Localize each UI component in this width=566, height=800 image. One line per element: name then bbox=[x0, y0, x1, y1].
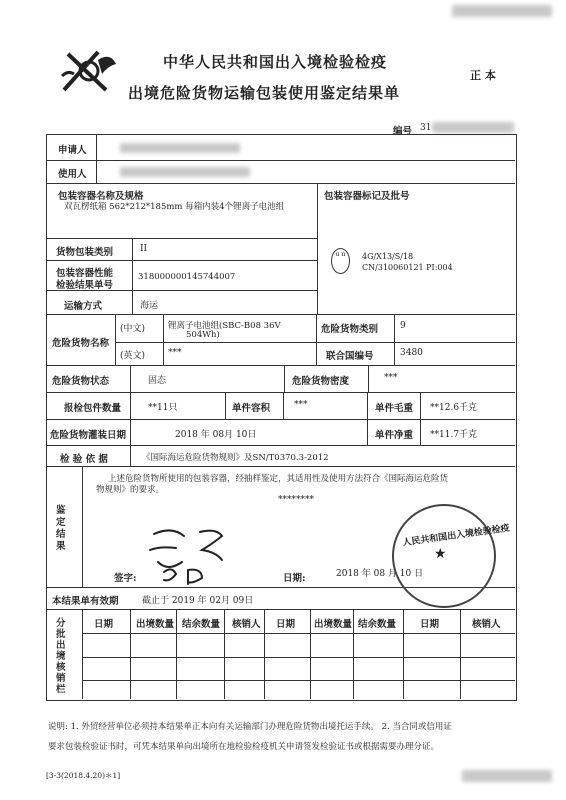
col-date-2: 日期 bbox=[276, 619, 296, 630]
result-label-text: 鉴定结果 bbox=[56, 505, 66, 552]
dg-class-value: 9 bbox=[400, 321, 406, 331]
package-qty-label: 报检包件数量 bbox=[64, 403, 122, 414]
container-mark-label: 包装容器标记及批号 bbox=[324, 191, 410, 202]
gross-weight-value: **12.6千克 bbox=[430, 403, 478, 413]
zh-label: (中文) bbox=[120, 324, 146, 334]
handwritten-signature-icon bbox=[140, 518, 240, 588]
en-label: (英文) bbox=[120, 351, 146, 361]
col-qty-1: 出境数量 bbox=[136, 619, 175, 630]
unit-volume-label: 单件容积 bbox=[232, 403, 271, 414]
result-label bbox=[56, 505, 70, 553]
form-code: [3-3(2018.4.20)＊1] bbox=[46, 771, 121, 780]
un-symbol-text: u n bbox=[335, 251, 346, 258]
redacted-user bbox=[120, 167, 250, 177]
batch-label bbox=[56, 618, 70, 695]
user-label: 使用人 bbox=[58, 169, 87, 180]
batch-label-text: 分批出境核销栏 bbox=[56, 618, 66, 695]
package-category-label: 货物包装类别 bbox=[56, 247, 114, 258]
fill-date-label: 危险货物灌装日期 bbox=[50, 430, 127, 441]
inspection-basis-label: 检 验 依 据 bbox=[60, 454, 108, 465]
original-copy-mark: 正 本 bbox=[470, 69, 496, 82]
col-date-3: 日期 bbox=[420, 619, 440, 630]
gross-weight-label: 单件毛重 bbox=[375, 403, 414, 414]
dg-density-value: *** bbox=[384, 373, 398, 383]
stamp-text: 人民共和国出入境检验检疫 bbox=[402, 523, 511, 549]
col-remain-2: 结余数量 bbox=[358, 619, 397, 630]
footer-note-line2: 要求包装检验证书时，可凭本结果单向出境所在地检验检疫机关申请签发检验证书或根据需要办理分证。 bbox=[48, 742, 440, 752]
dg-state-label: 危险货物状态 bbox=[52, 376, 110, 387]
result-stars: ******** bbox=[278, 495, 314, 505]
dg-name-label: 危险货物名称 bbox=[52, 338, 110, 349]
dg-state-value: 固态 bbox=[148, 376, 167, 386]
inspection-basis-value: 《国际海运危险货物规则》及SN/T0370.3-2012 bbox=[142, 453, 329, 463]
net-weight-label: 单件净重 bbox=[375, 430, 414, 441]
fill-date-value: 2018 年 08月 10日 bbox=[175, 430, 257, 440]
container-value: 双瓦楞纸箱 562*212*185mm 每箱内装4个锂离子电池组 bbox=[64, 202, 285, 212]
sign-date-label: 日期: bbox=[283, 573, 306, 584]
number-label: 编号 bbox=[393, 126, 413, 137]
zh-value-2: 504Wh) bbox=[186, 330, 220, 340]
col-qty-2: 出境数量 bbox=[314, 619, 353, 630]
sign-date-value: 2018 年 08 月 10 日 bbox=[336, 569, 424, 579]
un-mark-line1: 4G/X13/S/18 bbox=[362, 252, 414, 261]
un-number-value: 3480 bbox=[400, 348, 423, 358]
ciq-emblem-icon bbox=[58, 46, 120, 96]
en-value: *** bbox=[168, 348, 182, 358]
un-mark-line2: CN/310060121 PI:004 bbox=[362, 263, 453, 272]
col-person-3: 核销人 bbox=[472, 619, 501, 630]
package-qty-value: **11只 bbox=[148, 403, 178, 413]
official-seal-stamp: ★ 人民共和国出入境检验检疫 bbox=[392, 504, 496, 608]
un-packaging-symbol-icon bbox=[331, 248, 350, 274]
col-date-1: 日期 bbox=[94, 619, 114, 630]
number-value: 31 bbox=[420, 123, 432, 133]
doc-title-line1: 中华人民共和国出入境检验检疫 bbox=[163, 53, 388, 71]
redacted-watermark bbox=[462, 770, 552, 782]
footer-note-line1: 说明: 1. 外贸经营单位必须持本结果单正本向有关运输部门办理危险货物出境托运手续。 2. 当合同或信用证 bbox=[48, 722, 452, 732]
perf-label-2: 检验结果单号 bbox=[56, 280, 114, 291]
redacted-number bbox=[432, 122, 514, 133]
zh-value-1: 锂离子电池组(SBC-B08 36V bbox=[168, 321, 281, 331]
transport-value: 海运 bbox=[140, 301, 159, 311]
dg-class-label: 危险货物类别 bbox=[321, 324, 379, 335]
redacted-serial bbox=[452, 5, 552, 17]
col-remain-1: 结余数量 bbox=[182, 619, 221, 630]
net-weight-value: **11.7千克 bbox=[430, 430, 478, 440]
signature-label: 签字: bbox=[114, 573, 137, 584]
result-text-line2: 物规则》的要求。 bbox=[96, 485, 165, 495]
col-person-1: 核销人 bbox=[232, 619, 261, 630]
redacted-applicant bbox=[120, 143, 240, 153]
dg-density-label: 危险货物密度 bbox=[292, 376, 350, 387]
transport-label: 运输方式 bbox=[64, 301, 103, 312]
perf-value: 318000000145744007 bbox=[138, 272, 236, 282]
applicant-label: 申请人 bbox=[58, 145, 87, 156]
perf-label-1: 包装容器性能 bbox=[56, 268, 114, 279]
package-category-value: II bbox=[140, 244, 148, 254]
validity-value: 截止于 2019 年 02月 09日 bbox=[142, 596, 254, 606]
un-number-label: 联合国编号 bbox=[326, 351, 374, 362]
validity-label: 本结果单有效期 bbox=[52, 596, 119, 607]
doc-title-line2: 出境危险货物运输包装使用鉴定结果单 bbox=[128, 84, 401, 102]
unit-volume-value: *** bbox=[294, 400, 308, 410]
result-text-line1: 上述危险货物所使用的包装容器，经抽样鉴定，其适用性及使用方法符合《国际海运危险货 bbox=[108, 474, 449, 484]
container-label: 包装容器名称及规格 bbox=[58, 191, 144, 202]
